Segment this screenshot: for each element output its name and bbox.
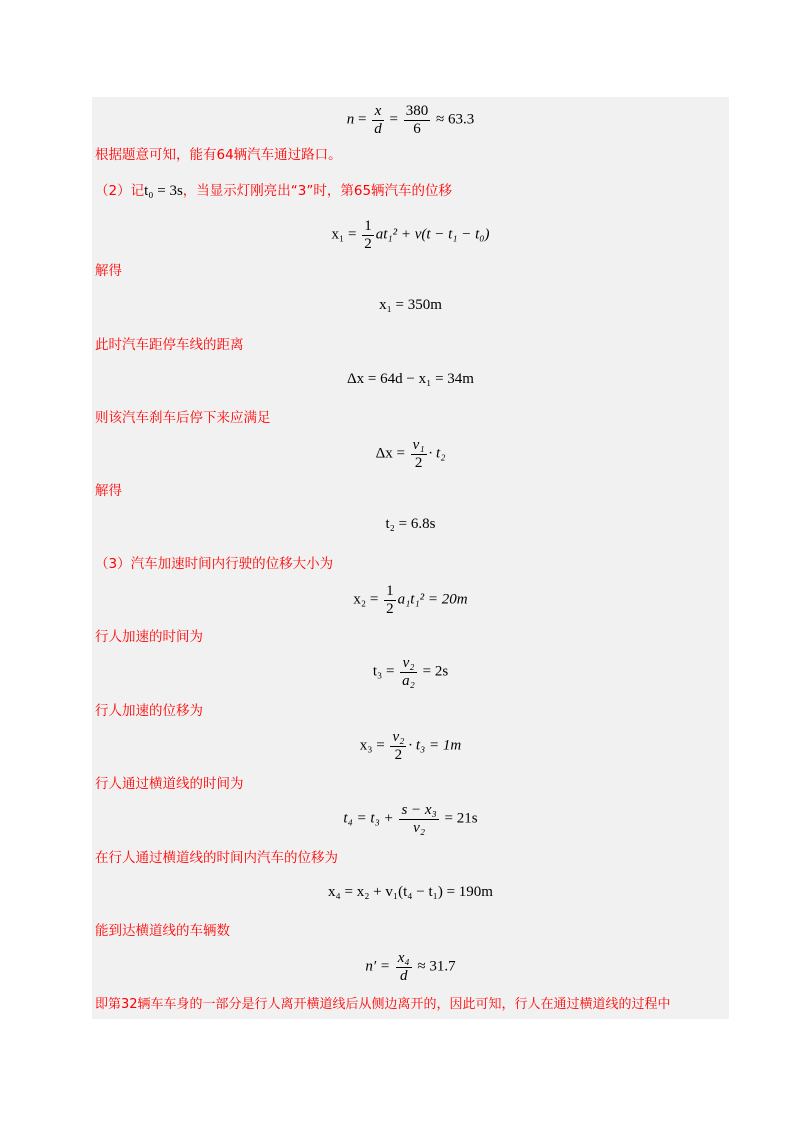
equation-delta-x: Δx = 64d − x₁ = 34m [347, 371, 474, 387]
fraction: $\frac{1}{2}$ [364, 218, 372, 252]
text-line: 在行人通过横道线的时间内汽车的位移为 [95, 850, 338, 866]
equation-n: n = $\frac{x}{d}$ = $\frac{380}{6}$ ≈ 63.3 [346, 103, 475, 137]
equation-x2: x₂ = $\frac{1}{2}$ a₁t₁² = 20m [353, 583, 468, 617]
equation-stop: Δx = $\frac{\text{v₁}}{2}$ · t₂ [375, 437, 446, 471]
equation-t4: t₄ = t₃ + $\frac{\text{s − x₃}}{\text{v₂}}$ = 21s [343, 802, 478, 836]
text-line: 此时汽车距停车线的距离 [95, 337, 244, 353]
text-line: 行人加速的时间为 [95, 629, 203, 645]
equation-x1-value: x₁ = 350m [379, 297, 442, 313]
text-line: 根据题意可知，能有64辆汽车通过路口。 [95, 147, 342, 163]
fraction: $\frac{\text{v₂}}{2}$ [392, 729, 405, 763]
fraction: $\frac{\text{v₂}}{\text{a₂}}$ [402, 655, 415, 689]
fraction: $\frac{\text{x₄}}{d}$ [397, 950, 410, 984]
inline-equation-t0: t₀ = 3s [144, 183, 183, 199]
text-line: 解得 [95, 483, 122, 499]
text-line: 则该汽车刹车后停下来应满足 [95, 410, 271, 426]
equation-n-prime: n′ = $\frac{\text{x₄}}{d}$ ≈ 31.7 [365, 950, 456, 984]
text-line: 解得 [95, 263, 122, 279]
text-line: 即第32辆车车身的一部分是行人离开横道线后从侧边离开的，因此可知，行人在通过横道线的过程中 [95, 997, 671, 1012]
equation-t2: t₂ = 6.8s [385, 516, 436, 532]
text-line: 行人通过横道线的时间为 [95, 776, 244, 792]
text-line: （2）记t₀ = 3s，当显示灯刚亮出“3”时，第65辆汽车的位移 [95, 183, 453, 199]
equation-t3: t₃ = $\frac{\text{v₂}}{\text{a₂}}$ = 2s [372, 655, 449, 689]
fraction: $\frac{1}{2}$ [386, 583, 394, 617]
fraction: $\frac{380}{6}$ [405, 103, 429, 137]
equation-x4: x₄ = x₂ + v₁(t₄ − t₁) = 190m [328, 884, 493, 900]
text-line: 能到达横道线的车辆数 [95, 923, 230, 939]
text-line: （3）汽车加速时间内行驶的位移大小为 [95, 556, 334, 572]
text-line: 行人加速的位移为 [95, 703, 203, 719]
equation-x1: x₁ = $\frac{1}{2}$ at₁² + v(t − t₁ − t₀) [331, 218, 490, 252]
fraction: $\frac{\text{s − x₃}}{\text{v₂}}$ [401, 802, 437, 836]
fraction: $\frac{x}{d}$ [374, 103, 382, 137]
equation-x3: x₃ = $\frac{\text{v₂}}{2}$ · t₃ = 1m [359, 729, 462, 763]
fraction: $\frac{\text{v₁}}{2}$ [412, 437, 425, 471]
